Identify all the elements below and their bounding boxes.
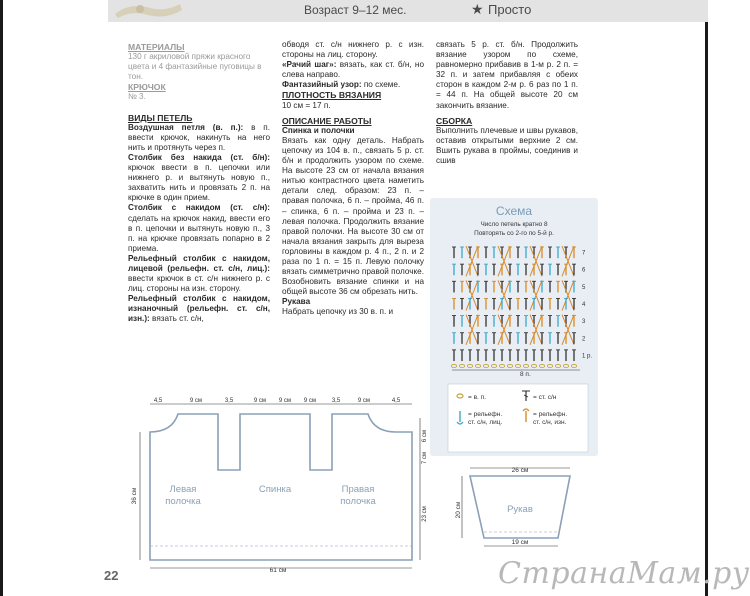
sleeve-title: Рукава xyxy=(282,297,311,307)
page-number: 22 xyxy=(104,568,119,583)
sleeve-width-dim: 26 см xyxy=(511,467,529,474)
right-border xyxy=(705,0,708,596)
sleeve-label: Рукав xyxy=(507,504,533,515)
svg-text:23 см: 23 см xyxy=(422,506,428,522)
top-dim-label: 9 см xyxy=(278,398,292,404)
loop-item: Рельефный столбик с накидом, изнаночный (рельефн. ст. с/н, изн.): вязать ст. с/н, xyxy=(128,294,270,324)
svg-text:= в. п.: = в. п. xyxy=(468,394,486,401)
work-title: ОПИСАНИЕ РАБОТЫ xyxy=(282,115,372,126)
top-dim-label: 4,5 xyxy=(391,398,401,404)
column-2 xyxy=(282,40,424,318)
svg-text:ст. с/н, лиц.: ст. с/н, лиц. xyxy=(468,419,503,426)
crochet-chart xyxy=(430,198,598,456)
sleeve-text-cont: связать 5 р. ст. б/н. Продолжить вязание узором по схеме, равномерно прибавив в 1-м р. 2 п. = 32 п. и затем прибавляя с обеих сторон в каждом 2-м р. 6 раз по 1 п. = 44 п. На общей высоте 20 см закончить вязание. xyxy=(436,40,578,110)
sleeve-text: Набрать цепочку из 30 в. п. и xyxy=(282,307,394,317)
header-band xyxy=(108,0,708,22)
top-dim-label: 9 см xyxy=(253,398,267,404)
chart-subtitle-1: Число петель кратно 8 xyxy=(480,221,548,228)
top-dim-label: 9 см xyxy=(189,398,203,404)
top-dim-label: 3,5 xyxy=(331,398,341,404)
row-number: 2 xyxy=(582,336,586,343)
top-dimensions xyxy=(154,398,401,404)
assembly-text: Выполнить плечевые и швы рукавов, оставив открытыми верхние 2 см. Вшить рукава в проймы, соединив и сшив xyxy=(436,125,578,166)
fancy-pattern: Фантазийный узор: по схеме. xyxy=(282,80,401,90)
loop-item-cont: обводя ст. с/н нижнего р. с изн. стороны на лиц. сторону. xyxy=(282,40,424,60)
svg-text:7 см: 7 см xyxy=(422,451,428,465)
watermark: СтранаМам.ру xyxy=(498,556,750,591)
difficulty-label: Просто xyxy=(488,2,532,17)
row-number: 4 xyxy=(582,302,586,308)
svg-text:6 см: 6 см xyxy=(422,429,428,443)
loop-item: Столбик без накида (ст. б/н): крючок ввести в п. цепочки или нижнего р. и вытянуть новую п., захватить нить и провязать 2 п. на крючке в один прием. xyxy=(128,152,270,203)
svg-text:полочка: полочка xyxy=(165,496,201,507)
svg-text:полочка: полочка xyxy=(340,496,376,507)
chart-title: Схема xyxy=(495,204,533,218)
svg-text:Левая: Левая xyxy=(169,484,197,495)
hook-text: № 3. xyxy=(128,92,146,102)
loops-title: ВИДЫ ПЕТЕЛЬ xyxy=(128,112,193,123)
top-dim-label: 3,5 xyxy=(224,398,234,404)
chart-subtitle-2: Повторять со 2-го по 5-й р. xyxy=(474,230,554,237)
width-dim: 61 см xyxy=(269,567,287,574)
magazine-logo-icon xyxy=(110,0,185,20)
materials-title: МАТЕРИАЛЫ xyxy=(128,42,185,52)
top-dim-label: 4,5 xyxy=(153,398,163,404)
column-3 xyxy=(436,40,578,166)
loop-item: Воздушная петля (в. п.): в п. ввести крючок, накинуть на него нить и протянуть через п. xyxy=(128,122,270,152)
density-text: 10 см = 17 п. xyxy=(282,100,331,110)
sleeve-pattern-diagram xyxy=(454,462,584,552)
assembly-title: СБОРКА xyxy=(436,115,473,126)
svg-text:Правая: Правая xyxy=(341,484,375,495)
svg-text:= ст. с/н: = ст. с/н xyxy=(533,394,557,401)
back-title: Спинка и полочки xyxy=(282,125,355,135)
chart-width-label: 8 п. xyxy=(520,371,531,378)
top-dim-label: 9 см xyxy=(303,398,317,404)
main-pattern-diagram xyxy=(128,396,428,576)
left-border xyxy=(0,0,3,596)
hook-title: КРЮЧОК xyxy=(128,82,166,93)
column-1 xyxy=(128,42,270,325)
star-icon: ★ xyxy=(471,1,484,17)
row-number: 3 xyxy=(582,319,586,326)
sleeve-height-dim: 20 см xyxy=(455,501,462,519)
svg-text:= рельефн.: = рельефн. xyxy=(533,411,568,418)
row-number: 1 р. xyxy=(582,353,593,360)
back-text: Вязать как одну деталь. Набрать цепочку из 104 в. п., связать 5 р. ст. б/н и продолжить узором по схеме. На высоте 23 см от начала вязания нитью контрастного цвета наметить детали след. образом: 23 п. – правая полочка, 6 п. – пройма, 46 п. – спинка, 6 п. – пройма и 23 п. – левая полочка. Продолжить вязание правой полочки. На высоте 30 см от начала вязания закрыть для выреза горловины в каждом р. 4 п., 2 п. и 2 раза по 1 п. = 15 п. Левую полочку вязать симметрично правой полочке. Возобновить вязание спинки и на общей высоте 36 см обрезать нить. xyxy=(282,135,424,297)
density-title: ПЛОТНОСТЬ ВЯЗАНИЯ xyxy=(282,90,382,101)
rachiy-shag: «Рачий шаг»: вязать, как ст. б/н, но слева направо. xyxy=(282,60,424,80)
row-number: 5 xyxy=(582,284,586,291)
row-number: 6 xyxy=(582,267,586,274)
svg-text:ст. с/н, изн.: ст. с/н, изн. xyxy=(533,419,567,426)
materials-text: 130 г акриловой пряжи красного цвета и 4 фантазийные пуговицы в тон. xyxy=(128,52,262,82)
row-number: 7 xyxy=(582,250,586,257)
svg-text:= рельефн.: = рельефн. xyxy=(468,411,503,418)
height-dim: 36 см xyxy=(131,487,138,505)
svg-text:Спинка: Спинка xyxy=(258,484,292,495)
sleeve-cuff-dim: 19 см xyxy=(511,539,529,546)
age-label: Возраст 9–12 мес. xyxy=(304,3,407,17)
loop-item: Столбик с накидом (ст. с/н): сделать на крючок накид, ввести его в п. цепочки и вытянуть новую п., 3 п. на крючке провязать попарно в 2 приема. xyxy=(128,203,270,253)
top-dim-label: 9 см xyxy=(357,398,371,404)
loop-item: Рельефный столбик с накидом, лицевой (рельефн. ст. с/н, лиц.): ввести крючок в ст. с/н нижнего р. с лиц. стороны на изн. сторону. xyxy=(128,253,270,294)
